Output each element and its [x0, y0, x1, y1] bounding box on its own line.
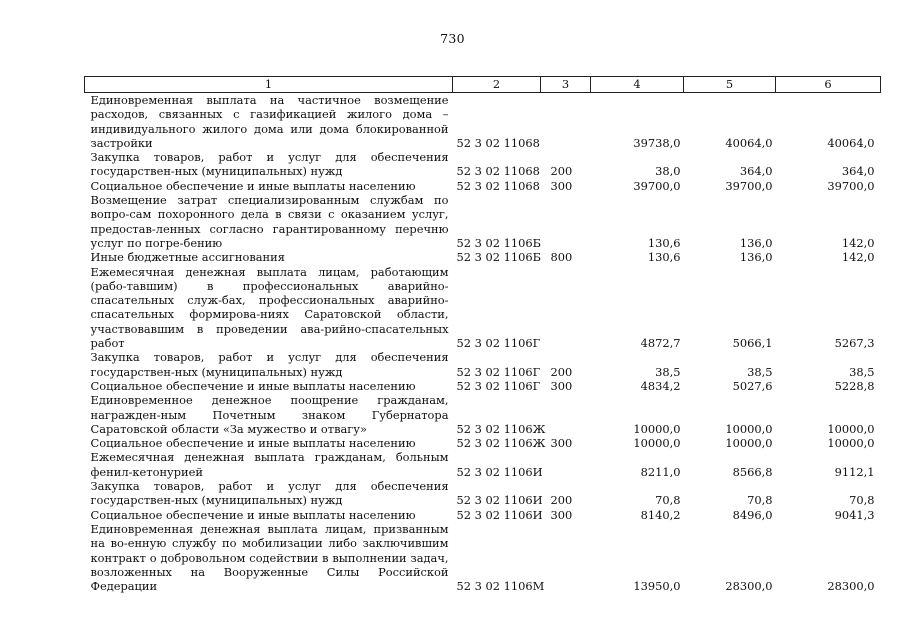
row-amount-year3-cell: 142,0	[841, 235, 875, 250]
row-amount-year1-cell: 39738,0	[633, 135, 681, 150]
column-header: 6	[776, 77, 881, 93]
row-name-cell: Закупка товаров, работ и услуг для обеспечения государствен-ных (муниципальных) нужд	[90, 150, 449, 179]
row-amount-year1-cell: 4872,7	[640, 336, 681, 351]
row-expense-type-cell	[541, 265, 591, 351]
row-amount-year3-cell: 5228,8	[834, 378, 875, 393]
row-amount-year2-cell: 10000,0	[725, 436, 773, 451]
row-amount-year1-cell: 130,6	[647, 250, 681, 265]
row-code-cell: 52 3 02 1106И	[456, 464, 543, 479]
row-amount-year3-cell: 5267,3	[834, 336, 875, 351]
column-header: 2	[453, 77, 541, 93]
row-amount-year1-cell: 38,5	[655, 364, 681, 379]
row-name-cell: Социальное обеспечение и иные выплаты населению	[90, 178, 416, 193]
row-amount-year1-cell: 8211,0	[640, 464, 681, 479]
budget-table	[84, 76, 881, 593]
row-amount-year2-cell: 40064,0	[725, 135, 773, 150]
row-amount-year2-cell: 5066,1	[732, 336, 773, 351]
row-amount-year2-cell: 39700,0	[725, 178, 773, 193]
row-expense-type-cell: 300	[550, 436, 573, 451]
table-row	[85, 379, 881, 393]
table-row	[85, 522, 881, 593]
table-row	[85, 350, 881, 379]
row-amount-year3-cell: 40064,0	[827, 135, 875, 150]
row-expense-type-cell: 200	[550, 364, 573, 379]
row-amount-year2-cell: 70,8	[747, 493, 773, 508]
row-amount-year1-cell: 39700,0	[633, 178, 681, 193]
row-amount-year2-cell: 5027,6	[732, 378, 773, 393]
row-name-cell: Единовременная выплата на частичное возмещение расходов, связанных с газификацией жилого дома – индивидуального жилого дома или дома блокированной застройки	[90, 93, 449, 150]
table-row	[85, 193, 881, 250]
column-header: 5	[684, 77, 776, 93]
row-name-cell: Единовременная денежная выплата лицам, призванным на во-енную службу по мобилизации либо заключившим контракт о добровольном содействии в выполнении задач, возложенных на Вооруженные Силы Российской Федерации	[90, 521, 449, 594]
row-code-cell: 52 3 02 1106И	[456, 493, 543, 508]
table-row	[85, 479, 881, 508]
row-amount-year2-cell: 364,0	[739, 164, 773, 179]
row-amount-year2-cell: 8496,0	[732, 507, 773, 522]
header-row	[85, 77, 881, 93]
row-code-cell: 52 3 02 1106Ж	[456, 436, 546, 451]
row-amount-year3-cell: 10000,0	[827, 436, 875, 451]
row-amount-year3-cell: 39700,0	[827, 178, 875, 193]
row-code-cell: 52 3 02 1106Г	[456, 336, 541, 351]
column-header: 4	[591, 77, 684, 93]
row-name-cell: Иные бюджетные ассигнования	[90, 250, 285, 265]
row-code-cell: 52 3 02 1106М	[456, 579, 545, 594]
row-code-cell: 52 3 02 11068	[456, 178, 540, 193]
row-amount-year2-cell: 38,5	[747, 364, 773, 379]
row-code-cell: 52 3 02 1106Б	[456, 235, 541, 250]
row-code-cell: 52 3 02 1106Б	[456, 250, 541, 265]
row-name-cell: Социальное обеспечение и иные выплаты населению	[90, 436, 416, 451]
table-row	[85, 93, 881, 151]
row-code-cell: 52 3 02 1106Ж	[456, 421, 546, 436]
table-row	[85, 265, 881, 351]
table-row	[85, 250, 881, 264]
table-row	[85, 450, 881, 479]
row-amount-year2-cell: 8566,8	[732, 464, 773, 479]
row-amount-year1-cell: 10000,0	[633, 421, 681, 436]
table-row	[85, 393, 881, 436]
row-amount-year3-cell: 142,0	[841, 250, 875, 265]
row-amount-year3-cell: 9041,3	[834, 507, 875, 522]
table-row	[85, 150, 881, 179]
row-amount-year1-cell: 38,0	[655, 164, 681, 179]
row-code-cell: 52 3 02 11068	[456, 135, 540, 150]
row-code-cell: 52 3 02 1106Г	[456, 378, 541, 393]
page-number: 730	[440, 31, 465, 46]
row-expense-type-cell: 300	[550, 178, 573, 193]
row-name-cell: Ежемесячная денежная выплата гражданам, больным фенил-кетонурией	[90, 450, 449, 479]
row-name-cell: Единовременное денежное поощрение гражданам, награжден-ным Почетным знаком Губернатора Саратовской области «За мужество и отвагу»	[90, 393, 449, 436]
row-amount-year2-cell: 28300,0	[725, 579, 773, 594]
row-code-cell: 52 3 02 1106И	[456, 507, 543, 522]
table-row	[85, 508, 881, 522]
row-amount-year3-cell: 364,0	[841, 164, 875, 179]
row-amount-year2-cell: 10000,0	[725, 421, 773, 436]
row-name-cell: Возмещение затрат специализированным службам по вопро-сам похоронного дела в связи с оказанием услуг, предостав-ленных согласно гарантированному перечню услуг по погре-бению	[90, 193, 449, 250]
row-name-cell: Социальное обеспечение и иные выплаты населению	[90, 378, 416, 393]
row-name-cell: Социальное обеспечение и иные выплаты населению	[90, 507, 416, 522]
row-amount-year1-cell: 130,6	[647, 235, 681, 250]
row-name-cell: Ежемесячная денежная выплата лицам, работающим (рабо-тавшим) в профессиональных аварийно-спасательных служ-бах, профессиональных аварийно-спасательных формирова-ниях Саратовской области, участвовавшим в проведении ава-рийно-спасательных работ	[90, 264, 449, 351]
row-amount-year3-cell: 10000,0	[827, 421, 875, 436]
row-amount-year1-cell: 10000,0	[633, 436, 681, 451]
row-code-cell: 52 3 02 1106Г	[456, 364, 541, 379]
table-row	[85, 436, 881, 450]
row-amount-year1-cell: 13950,0	[633, 579, 681, 594]
row-expense-type-cell: 300	[550, 507, 573, 522]
row-amount-year3-cell: 38,5	[849, 364, 875, 379]
row-expense-type-cell	[541, 522, 591, 593]
row-expense-type-cell: 200	[550, 164, 573, 179]
row-amount-year3-cell: 9112,1	[834, 464, 875, 479]
row-code-cell: 52 3 02 11068	[456, 164, 540, 179]
row-amount-year3-cell: 70,8	[849, 493, 875, 508]
row-amount-year2-cell: 136,0	[739, 235, 773, 250]
row-expense-type-cell	[541, 93, 591, 151]
row-amount-year1-cell: 8140,2	[640, 507, 681, 522]
row-amount-year2-cell: 136,0	[739, 250, 773, 265]
row-name-cell: Закупка товаров, работ и услуг для обеспечения государствен-ных (муниципальных) нужд	[90, 350, 449, 379]
row-amount-year1-cell: 70,8	[655, 493, 681, 508]
row-expense-type-cell: 300	[550, 378, 573, 393]
row-name-cell: Закупка товаров, работ и услуг для обеспечения государствен-ных (муниципальных) нужд	[90, 479, 449, 508]
table-row	[85, 179, 881, 193]
row-expense-type-cell: 800	[550, 250, 573, 265]
column-header: 3	[541, 77, 591, 93]
column-header: 1	[85, 77, 453, 93]
row-expense-type-cell: 200	[550, 493, 573, 508]
row-expense-type-cell	[541, 393, 591, 436]
row-expense-type-cell	[541, 193, 591, 250]
row-amount-year1-cell: 4834,2	[640, 378, 681, 393]
row-amount-year3-cell: 28300,0	[827, 579, 875, 594]
row-expense-type-cell	[541, 450, 591, 479]
